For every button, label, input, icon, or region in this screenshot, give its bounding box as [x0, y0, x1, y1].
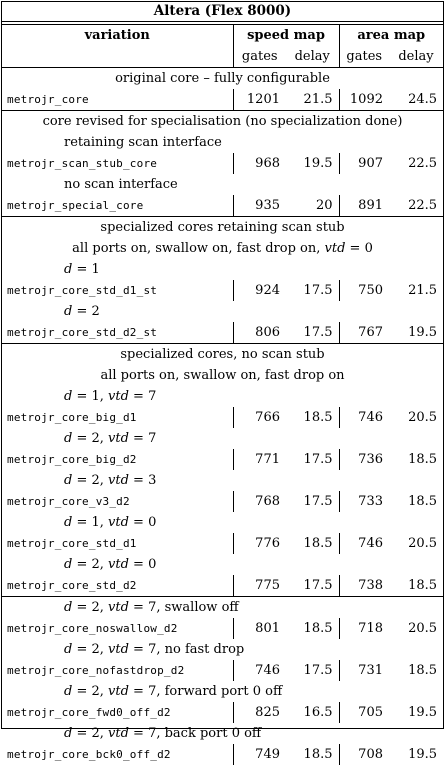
speed-gates: 746	[233, 660, 286, 681]
area-gates: 736	[339, 449, 389, 470]
subheading-row	[2, 681, 443, 702]
header-area-gates: gates	[339, 46, 389, 68]
section-heading: original core – fully configurable	[2, 68, 443, 90]
variation-name: metrojr_core	[2, 89, 233, 111]
area-delay: 20.5	[389, 618, 443, 639]
speed-delay: 18.5	[286, 744, 339, 765]
speed-gates: 801	[233, 618, 286, 639]
subheading-row	[2, 723, 443, 744]
table-row	[2, 407, 443, 428]
table-row	[2, 702, 443, 723]
results-table	[2, 24, 443, 765]
area-gates: 1092	[339, 89, 389, 111]
area-delay: 18.5	[389, 575, 443, 597]
area-delay: 19.5	[389, 322, 443, 344]
area-gates: 705	[339, 702, 389, 723]
subheading-row	[2, 428, 443, 449]
area-delay: 19.5	[389, 702, 443, 723]
subheading: d = 2, vtd = 7, swallow off	[2, 597, 443, 619]
variation-name: metrojr_core_std_d2_st	[2, 322, 233, 344]
table-row	[2, 660, 443, 681]
subheading-row	[2, 174, 443, 195]
subheading: retaining scan interface	[2, 132, 443, 153]
subheading-row	[2, 386, 443, 407]
table-row	[2, 533, 443, 554]
area-delay: 22.5	[389, 153, 443, 174]
speed-delay: 17.5	[286, 491, 339, 512]
variation-name: metrojr_core_big_d1	[2, 407, 233, 428]
subheading: d = 1, vtd = 7	[2, 386, 443, 407]
subheading-row	[2, 132, 443, 153]
speed-delay: 17.5	[286, 575, 339, 597]
section-heading: specialized cores, no scan stub	[2, 344, 443, 366]
header-speed-gates: gates	[233, 46, 286, 68]
section-heading: all ports on, swallow on, fast drop on, vtd = 0	[2, 238, 443, 259]
section-heading-row	[2, 238, 443, 259]
variation-name: metrojr_core_big_d2	[2, 449, 233, 470]
subheading-row	[2, 301, 443, 322]
area-gates: 738	[339, 575, 389, 597]
variation-name: metrojr_core_noswallow_d2	[2, 618, 233, 639]
subheading-row	[2, 512, 443, 533]
results-table-figure	[1, 1, 444, 729]
area-delay: 22.5	[389, 195, 443, 217]
area-gates: 750	[339, 280, 389, 301]
speed-delay: 18.5	[286, 618, 339, 639]
speed-gates: 968	[233, 153, 286, 174]
section-heading-row	[2, 365, 443, 386]
subheading: d = 2, vtd = 3	[2, 470, 443, 491]
speed-gates: 1201	[233, 89, 286, 111]
subheading: d = 2, vtd = 7, forward port 0 off	[2, 681, 443, 702]
variation-name: metrojr_core_std_d2	[2, 575, 233, 597]
area-gates: 891	[339, 195, 389, 217]
area-delay: 18.5	[389, 449, 443, 470]
area-gates: 708	[339, 744, 389, 765]
header-area-delay: delay	[389, 46, 443, 68]
table-row	[2, 744, 443, 765]
speed-gates: 749	[233, 744, 286, 765]
header-speed-map: speed map	[233, 25, 339, 47]
speed-delay: 20	[286, 195, 339, 217]
speed-delay: 16.5	[286, 702, 339, 723]
section-heading-row	[2, 344, 443, 366]
area-gates: 718	[339, 618, 389, 639]
speed-delay: 21.5	[286, 89, 339, 111]
area-gates: 907	[339, 153, 389, 174]
section-heading: specialized cores retaining scan stub	[2, 217, 443, 239]
table-row	[2, 449, 443, 470]
subheading: no scan interface	[2, 174, 443, 195]
variation-name: metrojr_scan_stub_core	[2, 153, 233, 174]
speed-gates: 806	[233, 322, 286, 344]
area-delay: 20.5	[389, 407, 443, 428]
speed-delay: 17.5	[286, 280, 339, 301]
table-row	[2, 575, 443, 597]
table-row	[2, 618, 443, 639]
subheading: d = 2, vtd = 7, no fast drop	[2, 639, 443, 660]
variation-name: metrojr_core_fwd0_off_d2	[2, 702, 233, 723]
area-delay: 20.5	[389, 533, 443, 554]
subheading: d = 2, vtd = 7, back port 0 off	[2, 723, 443, 744]
section-heading-row	[2, 68, 443, 90]
speed-delay: 19.5	[286, 153, 339, 174]
area-gates: 733	[339, 491, 389, 512]
speed-gates: 776	[233, 533, 286, 554]
subheading: d = 1	[2, 259, 443, 280]
subheading-row	[2, 639, 443, 660]
subheading: d = 2, vtd = 7	[2, 428, 443, 449]
variation-name: metrojr_core_v3_d2	[2, 491, 233, 512]
speed-delay: 17.5	[286, 322, 339, 344]
table-row	[2, 153, 443, 174]
speed-gates: 771	[233, 449, 286, 470]
subheading: d = 2	[2, 301, 443, 322]
subheading-row	[2, 470, 443, 491]
speed-gates: 924	[233, 280, 286, 301]
speed-gates: 775	[233, 575, 286, 597]
variation-name: metrojr_special_core	[2, 195, 233, 217]
area-delay: 21.5	[389, 280, 443, 301]
speed-delay: 18.5	[286, 533, 339, 554]
variation-name: metrojr_core_std_d1_st	[2, 280, 233, 301]
area-delay: 18.5	[389, 660, 443, 681]
header-area-map: area map	[339, 25, 443, 47]
table-body	[2, 68, 443, 765]
area-delay: 18.5	[389, 491, 443, 512]
area-gates: 746	[339, 407, 389, 428]
variation-name: metrojr_core_nofastdrop_d2	[2, 660, 233, 681]
subheading-row	[2, 259, 443, 280]
area-gates: 767	[339, 322, 389, 344]
speed-delay: 17.5	[286, 660, 339, 681]
header-variation: variation	[2, 25, 233, 68]
speed-gates: 935	[233, 195, 286, 217]
header-speed-delay: delay	[286, 46, 339, 68]
variation-name: metrojr_core_std_d1	[2, 533, 233, 554]
variation-name: metrojr_core_bck0_off_d2	[2, 744, 233, 765]
section-heading: all ports on, swallow on, fast drop on	[2, 365, 443, 386]
speed-gates: 825	[233, 702, 286, 723]
speed-gates: 766	[233, 407, 286, 428]
subheading-row	[2, 597, 443, 619]
section-heading-row	[2, 217, 443, 239]
table-title: Altera (Flex 8000)	[2, 2, 443, 22]
speed-gates: 768	[233, 491, 286, 512]
table-row	[2, 195, 443, 217]
table-row	[2, 322, 443, 344]
subheading: d = 1, vtd = 0	[2, 512, 443, 533]
subheading-row	[2, 554, 443, 575]
table-row	[2, 89, 443, 111]
speed-delay: 17.5	[286, 449, 339, 470]
area-delay: 24.5	[389, 89, 443, 111]
table-row	[2, 280, 443, 301]
section-heading: core revised for specialisation (no specialization done)	[2, 111, 443, 133]
area-delay: 19.5	[389, 744, 443, 765]
area-gates: 731	[339, 660, 389, 681]
section-heading-row	[2, 111, 443, 133]
subheading: d = 2, vtd = 0	[2, 554, 443, 575]
area-gates: 746	[339, 533, 389, 554]
speed-delay: 18.5	[286, 407, 339, 428]
table-row	[2, 491, 443, 512]
